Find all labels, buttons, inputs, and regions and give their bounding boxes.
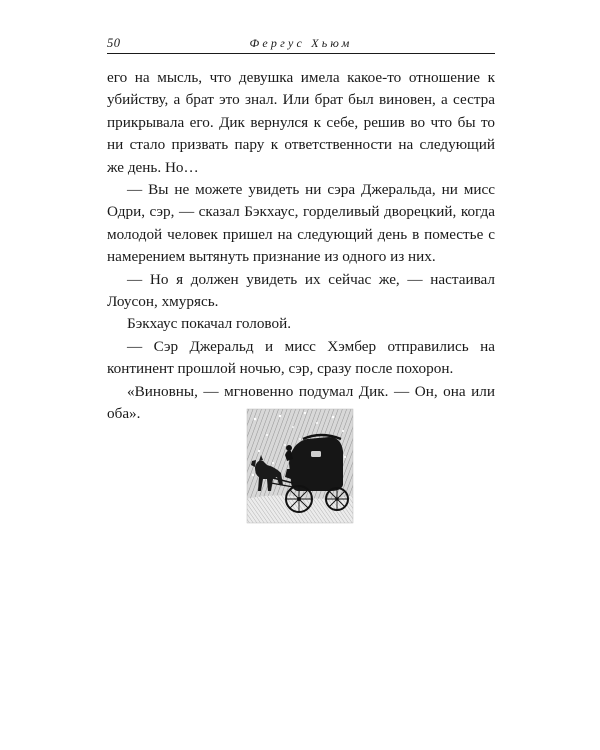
paragraph: «Виновны, — мгновенно подумал Дик. — Он, она или оба». — [107, 382, 495, 423]
carriage-illustration — [245, 407, 355, 525]
paragraph: Бэкхаус покачал головой. — [127, 315, 292, 333]
carriage-engraving-icon — [245, 407, 355, 525]
paragraph: — Сэр Джеральд и мисс Хэмбер отправились на континент прошлой ночью, сэр, сразу после похорон. — [107, 337, 495, 378]
paragraph: — Вы не можете увидеть ни сэра Джеральда, ни мисс Одри, сэр, — сказал Бэкхаус, горделивый дворецкий, когда молодой человек пришел на следующий день в поместье с намерением вытянуть признание из одного из них. — [107, 181, 495, 266]
paragraph: — Но я должен увидеть их сейчас же, — настаивал Лоусон, хмурясь. — [107, 270, 495, 311]
header-rule — [107, 53, 495, 54]
paragraph: его на мысль, что девушка имела какое-то отношение к убийству, а брат это знал. Или брат был виновен, а сестра прикрывала его. Дик вернулся к себе, решив во что бы то ни стало призвать пару к ответственности на следующий же день. Но… — [107, 69, 495, 176]
body-text — [107, 67, 495, 426]
page-number: 50 — [107, 36, 121, 50]
running-head-author: Фергус Хьюм — [249, 36, 353, 50]
